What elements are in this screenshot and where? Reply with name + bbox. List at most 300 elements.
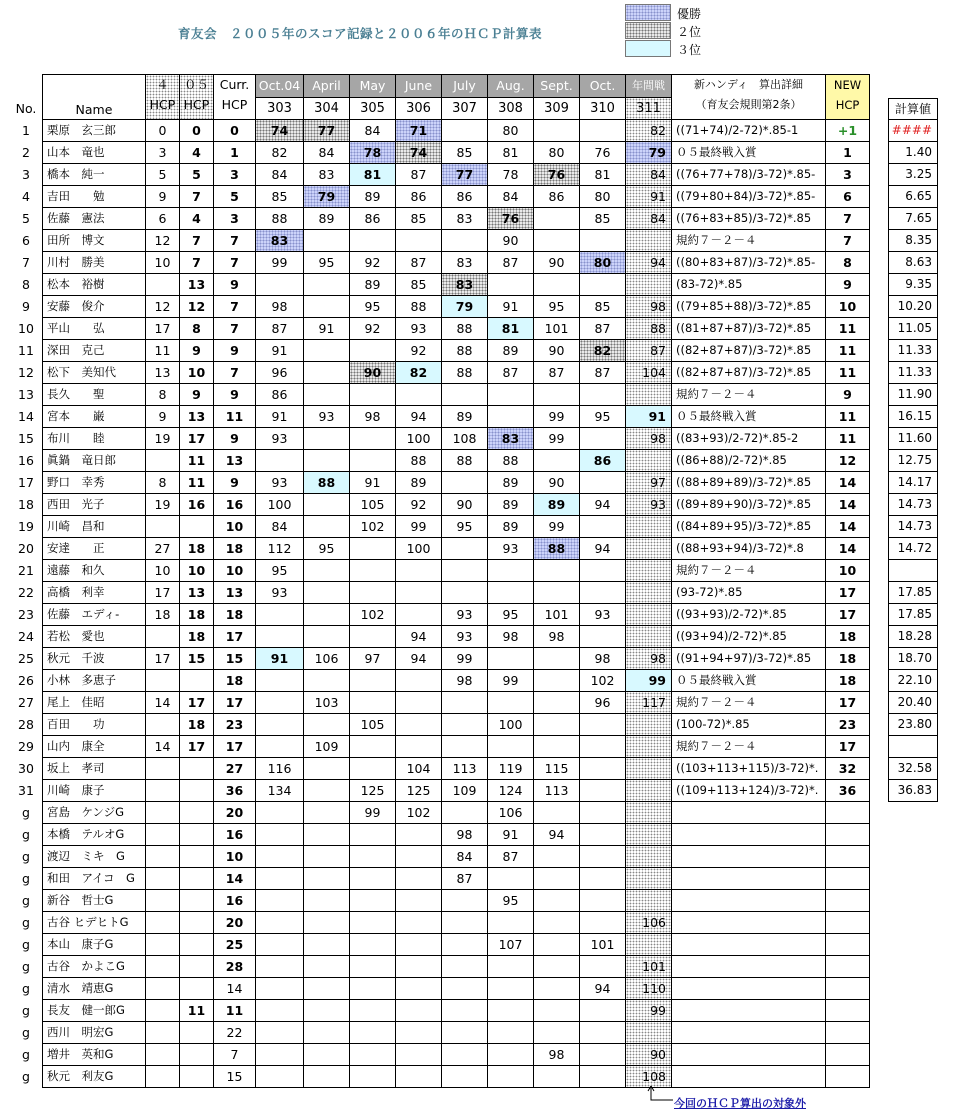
score-308 [488, 582, 534, 604]
score-303: 96 [256, 362, 304, 384]
row-number: g [22, 915, 30, 930]
new-hcp: 17 [826, 604, 870, 626]
score-310: 96 [580, 692, 626, 714]
calc-value [888, 560, 938, 582]
hcp-05: 16 [180, 494, 214, 516]
score-310: 87 [580, 362, 626, 384]
player-name: 古谷 ヒデヒトG [42, 912, 146, 934]
score-305 [350, 582, 396, 604]
hcp-04 [146, 516, 180, 538]
score-305 [350, 934, 396, 956]
hcp-05 [180, 758, 214, 780]
score-309: 76 [534, 164, 580, 186]
new-hcp: 18 [826, 648, 870, 670]
player-name: 栗原 玄三郎 [42, 120, 146, 142]
hcp-04: 8 [146, 472, 180, 494]
score-309 [534, 736, 580, 758]
player-name: 佐藤 憲法 [42, 208, 146, 230]
score-308 [488, 274, 534, 296]
hcp-05: 7 [180, 252, 214, 274]
score-309 [534, 1022, 580, 1044]
row-number: 4 [22, 189, 30, 204]
hcp-detail: ((79+85+88)/3-72)*.85 [672, 296, 826, 318]
calc-value: 3.25 [888, 164, 938, 186]
score-310: 82 [580, 340, 626, 362]
score-308: 100 [488, 714, 534, 736]
hcp-detail: ((76+83+85)/3-72)*.85 [672, 208, 826, 230]
score-306: 85 [396, 274, 442, 296]
calc-value: 14.72 [888, 538, 938, 560]
score-303 [256, 978, 304, 1000]
score-304 [304, 1022, 350, 1044]
score-309: 98 [534, 626, 580, 648]
score-310: 85 [580, 296, 626, 318]
score-309: 90 [534, 252, 580, 274]
score-306 [396, 1000, 442, 1022]
score-311: 104 [626, 362, 672, 384]
score-309 [534, 956, 580, 978]
hcp-04 [146, 978, 180, 1000]
score-308: 93 [488, 538, 534, 560]
score-303 [256, 1022, 304, 1044]
header-round-1: 304 [304, 98, 350, 120]
hcp-current: 9 [214, 428, 256, 450]
row-number: 27 [18, 695, 34, 710]
hcp-current: 10 [214, 846, 256, 868]
score-306 [396, 670, 442, 692]
score-308: 91 [488, 296, 534, 318]
hcp-05: 11 [180, 450, 214, 472]
hcp-detail: ((84+89+95)/3-72)*.85 [672, 516, 826, 538]
score-306: 74 [396, 142, 442, 164]
score-308: 81 [488, 318, 534, 340]
score-305: 99 [350, 802, 396, 824]
hcp-current: 17 [214, 626, 256, 648]
score-307: 84 [442, 846, 488, 868]
score-309 [534, 670, 580, 692]
legend-label-third: ３位 [677, 43, 702, 57]
hcp-detail: ((82+87+87)/3-72)*.85 [672, 362, 826, 384]
score-311 [626, 934, 672, 956]
score-311 [626, 780, 672, 802]
score-305: 95 [350, 296, 396, 318]
score-307: 113 [442, 758, 488, 780]
score-311: 98 [626, 648, 672, 670]
header-hcp05 [180, 74, 214, 120]
player-name: 新谷 哲士G [42, 890, 146, 912]
hcp-04 [146, 824, 180, 846]
calc-value: 11.05 [888, 318, 938, 340]
score-307 [442, 1044, 488, 1066]
score-303: 116 [256, 758, 304, 780]
row-number: 6 [22, 233, 30, 248]
score-309 [534, 450, 580, 472]
score-306: 92 [396, 494, 442, 516]
score-305 [350, 956, 396, 978]
hcp-05 [180, 978, 214, 1000]
hcp-05 [180, 1066, 214, 1088]
calc-value: 14.17 [888, 472, 938, 494]
hcp-04: 0 [146, 120, 180, 142]
new-hcp: 3 [826, 164, 870, 186]
hcp-04: 3 [146, 142, 180, 164]
hcp-05: 13 [180, 582, 214, 604]
header-month-8: 年間戦 [626, 74, 672, 98]
hcp-05: 0 [180, 120, 214, 142]
player-name: 渡辺 ミキ G [42, 846, 146, 868]
score-304 [304, 296, 350, 318]
score-309 [534, 846, 580, 868]
hcp-current: 0 [214, 120, 256, 142]
score-305 [350, 1022, 396, 1044]
score-303: 93 [256, 428, 304, 450]
score-311: 101 [626, 956, 672, 978]
row-number: g [22, 849, 30, 864]
score-308: 89 [488, 472, 534, 494]
score-303: 95 [256, 560, 304, 582]
calc-value: 8.35 [888, 230, 938, 252]
new-hcp: 14 [826, 472, 870, 494]
new-hcp [826, 956, 870, 978]
hcp-detail [672, 912, 826, 934]
row-number: g [22, 981, 30, 996]
hcp-05: 4 [180, 208, 214, 230]
score-306: 82 [396, 362, 442, 384]
score-309: 90 [534, 340, 580, 362]
score-306 [396, 692, 442, 714]
score-311: 82 [626, 120, 672, 142]
hcp-current: 5 [214, 186, 256, 208]
score-310 [580, 802, 626, 824]
new-hcp [826, 890, 870, 912]
hcp-current: 16 [214, 890, 256, 912]
calc-value: 16.15 [888, 406, 938, 428]
score-304: 83 [304, 164, 350, 186]
score-307 [442, 714, 488, 736]
row-number: 24 [18, 629, 34, 644]
hcp-current: 17 [214, 692, 256, 714]
score-304 [304, 340, 350, 362]
player-name: 松下 美知代 [42, 362, 146, 384]
score-307: 88 [442, 362, 488, 384]
score-304 [304, 780, 350, 802]
score-303 [256, 1066, 304, 1088]
calc-value: 23.80 [888, 714, 938, 736]
player-name: 野口 幸秀 [42, 472, 146, 494]
score-304 [304, 516, 350, 538]
score-311: 98 [626, 428, 672, 450]
score-307 [442, 978, 488, 1000]
score-308: 98 [488, 626, 534, 648]
score-306: 94 [396, 626, 442, 648]
hcp-04 [146, 912, 180, 934]
header-round-3: 306 [396, 98, 442, 120]
score-306: 93 [396, 318, 442, 340]
score-311 [626, 516, 672, 538]
score-307 [442, 1066, 488, 1088]
row-number: 10 [18, 321, 34, 336]
score-306: 104 [396, 758, 442, 780]
hcp-05: 7 [180, 230, 214, 252]
player-name: 遠藤 和久 [42, 560, 146, 582]
score-304: 91 [304, 318, 350, 340]
player-name: 長久 聖 [42, 384, 146, 406]
hcp-05: 9 [180, 340, 214, 362]
score-310 [580, 736, 626, 758]
hcp-05: 18 [180, 626, 214, 648]
score-304 [304, 868, 350, 890]
score-306: 100 [396, 428, 442, 450]
score-308: 107 [488, 934, 534, 956]
hcp-detail: ((103+113+115)/3-72)*. [672, 758, 826, 780]
hcp-05: 11 [180, 1000, 214, 1022]
new-hcp: 14 [826, 516, 870, 538]
score-308: 81 [488, 142, 534, 164]
hcp-current: 18 [214, 538, 256, 560]
score-303: 91 [256, 648, 304, 670]
hcp-detail: ((89+89+90)/3-72)*.85 [672, 494, 826, 516]
player-name: 本山 康子G [42, 934, 146, 956]
hcp-current: 9 [214, 274, 256, 296]
hcp-current: 1 [214, 142, 256, 164]
hcp-detail: ((109+113+124)/3-72)*. [672, 780, 826, 802]
score-308 [488, 648, 534, 670]
header-month-5: Aug. [488, 74, 534, 98]
header-detail-top: 新ハンディ 算出詳細 [693, 78, 804, 91]
row-number: g [22, 937, 30, 952]
score-303: 84 [256, 516, 304, 538]
score-307: 77 [442, 164, 488, 186]
score-309 [534, 208, 580, 230]
score-307: 83 [442, 274, 488, 296]
score-311 [626, 560, 672, 582]
row-number: 26 [18, 673, 34, 688]
row-number: 19 [18, 519, 34, 534]
score-307: 86 [442, 186, 488, 208]
score-311 [626, 538, 672, 560]
score-311: 94 [626, 252, 672, 274]
score-308: 99 [488, 670, 534, 692]
score-310: 85 [580, 208, 626, 230]
score-303 [256, 802, 304, 824]
score-307 [442, 1000, 488, 1022]
hcp-04: 17 [146, 648, 180, 670]
score-310: 102 [580, 670, 626, 692]
score-309: 86 [534, 186, 580, 208]
score-304: 95 [304, 252, 350, 274]
score-304: 93 [304, 406, 350, 428]
score-306 [396, 736, 442, 758]
score-310 [580, 120, 626, 142]
score-303 [256, 824, 304, 846]
hcp-05: 7 [180, 186, 214, 208]
score-305 [350, 384, 396, 406]
new-hcp: 6 [826, 186, 870, 208]
score-311: 99 [626, 670, 672, 692]
score-307: 93 [442, 626, 488, 648]
row-number: 7 [22, 255, 30, 270]
hcp-04 [146, 890, 180, 912]
hcp-04: 8 [146, 384, 180, 406]
hcp-05 [180, 780, 214, 802]
score-308 [488, 692, 534, 714]
hcp-04: 9 [146, 406, 180, 428]
score-308: 88 [488, 450, 534, 472]
score-306 [396, 956, 442, 978]
player-name: 安藤 俊介 [42, 296, 146, 318]
score-309: 115 [534, 758, 580, 780]
score-310 [580, 560, 626, 582]
score-309 [534, 120, 580, 142]
score-303 [256, 670, 304, 692]
score-309: 101 [534, 604, 580, 626]
arrow-icon [646, 1086, 674, 1102]
score-310 [580, 846, 626, 868]
score-305: 89 [350, 186, 396, 208]
calc-value: #### [888, 120, 938, 142]
score-304 [304, 428, 350, 450]
new-hcp: 18 [826, 626, 870, 648]
score-310: 95 [580, 406, 626, 428]
hcp-04: 27 [146, 538, 180, 560]
calc-value: 36.83 [888, 780, 938, 802]
score-309 [534, 582, 580, 604]
calc-value: 14.73 [888, 494, 938, 516]
header-hcp05-top: ０５ [183, 77, 209, 92]
hcp-detail: 規約７－２－４ [672, 560, 826, 582]
player-name: 田所 博文 [42, 230, 146, 252]
hcp-current: 13 [214, 450, 256, 472]
player-name: 宮島 ケンジG [42, 802, 146, 824]
hcp-05: 18 [180, 714, 214, 736]
score-310 [580, 890, 626, 912]
hcp-current: 3 [214, 208, 256, 230]
hcp-05 [180, 802, 214, 824]
score-307: 87 [442, 868, 488, 890]
score-309 [534, 692, 580, 714]
hcp-04 [146, 274, 180, 296]
score-304: 106 [304, 648, 350, 670]
calc-value: 20.40 [888, 692, 938, 714]
score-304 [304, 758, 350, 780]
hcp-05: 17 [180, 692, 214, 714]
row-number: 13 [18, 387, 34, 402]
score-311: 84 [626, 164, 672, 186]
score-307 [442, 912, 488, 934]
new-hcp: 23 [826, 714, 870, 736]
hcp-04: 9 [146, 186, 180, 208]
score-309 [534, 384, 580, 406]
new-hcp: 7 [826, 230, 870, 252]
row-number: 8 [22, 277, 30, 292]
new-hcp [826, 912, 870, 934]
score-311 [626, 824, 672, 846]
new-hcp: 11 [826, 362, 870, 384]
score-303 [256, 1000, 304, 1022]
score-311: 93 [626, 494, 672, 516]
player-name: 橋本 純一 [42, 164, 146, 186]
row-number: g [22, 827, 30, 842]
score-311: 84 [626, 208, 672, 230]
score-305: 92 [350, 252, 396, 274]
score-304 [304, 890, 350, 912]
score-310 [580, 582, 626, 604]
score-311: 91 [626, 186, 672, 208]
score-308: 87 [488, 846, 534, 868]
score-310: 94 [580, 538, 626, 560]
header-round-6: 309 [534, 98, 580, 120]
player-name: 宮本 巌 [42, 406, 146, 428]
hcp-current: 17 [214, 736, 256, 758]
row-number: 28 [18, 717, 34, 732]
hcp-05 [180, 670, 214, 692]
hcp-04: 18 [146, 604, 180, 626]
score-311 [626, 450, 672, 472]
hcp-05: 10 [180, 362, 214, 384]
player-name: 川崎 康子 [42, 780, 146, 802]
score-307: 88 [442, 318, 488, 340]
score-310 [580, 230, 626, 252]
player-name: 平山 弘 [42, 318, 146, 340]
score-308: 87 [488, 362, 534, 384]
header-round-5: 308 [488, 98, 534, 120]
score-305: 105 [350, 714, 396, 736]
score-304 [304, 824, 350, 846]
calc-value: 1.40 [888, 142, 938, 164]
score-308: 76 [488, 208, 534, 230]
score-308: 95 [488, 890, 534, 912]
calc-value: 14.73 [888, 516, 938, 538]
score-306: 99 [396, 516, 442, 538]
hcp-05: 17 [180, 736, 214, 758]
header-hcp04-top: ４ [156, 77, 169, 92]
calc-value: 18.70 [888, 648, 938, 670]
score-303 [256, 274, 304, 296]
new-hcp: 9 [826, 384, 870, 406]
hcp-detail [672, 1022, 826, 1044]
hcp-05: 15 [180, 648, 214, 670]
hcp-current: 7 [214, 318, 256, 340]
score-305: 125 [350, 780, 396, 802]
hcp-04: 6 [146, 208, 180, 230]
hcp-current: 7 [214, 252, 256, 274]
row-number: 22 [18, 585, 34, 600]
score-306: 87 [396, 252, 442, 274]
score-305: 92 [350, 318, 396, 340]
score-306 [396, 934, 442, 956]
header-hcp04-bottom: HCP [149, 97, 176, 112]
new-hcp: 14 [826, 494, 870, 516]
hcp-detail: ((71+74)/2-72)*.85-1 [672, 120, 826, 142]
score-309 [534, 648, 580, 670]
row-number: 29 [18, 739, 34, 754]
hcp-05: 18 [180, 604, 214, 626]
score-308 [488, 1000, 534, 1022]
score-306 [396, 1044, 442, 1066]
score-307 [442, 560, 488, 582]
score-308: 119 [488, 758, 534, 780]
score-308: 91 [488, 824, 534, 846]
row-number: 11 [18, 343, 34, 358]
hcp-05: 9 [180, 384, 214, 406]
score-305 [350, 626, 396, 648]
player-name: 小林 多恵子 [42, 670, 146, 692]
hcp-04 [146, 934, 180, 956]
row-number: g [22, 1069, 30, 1084]
score-311 [626, 714, 672, 736]
header-hcp04 [146, 74, 180, 120]
score-304: 88 [304, 472, 350, 494]
